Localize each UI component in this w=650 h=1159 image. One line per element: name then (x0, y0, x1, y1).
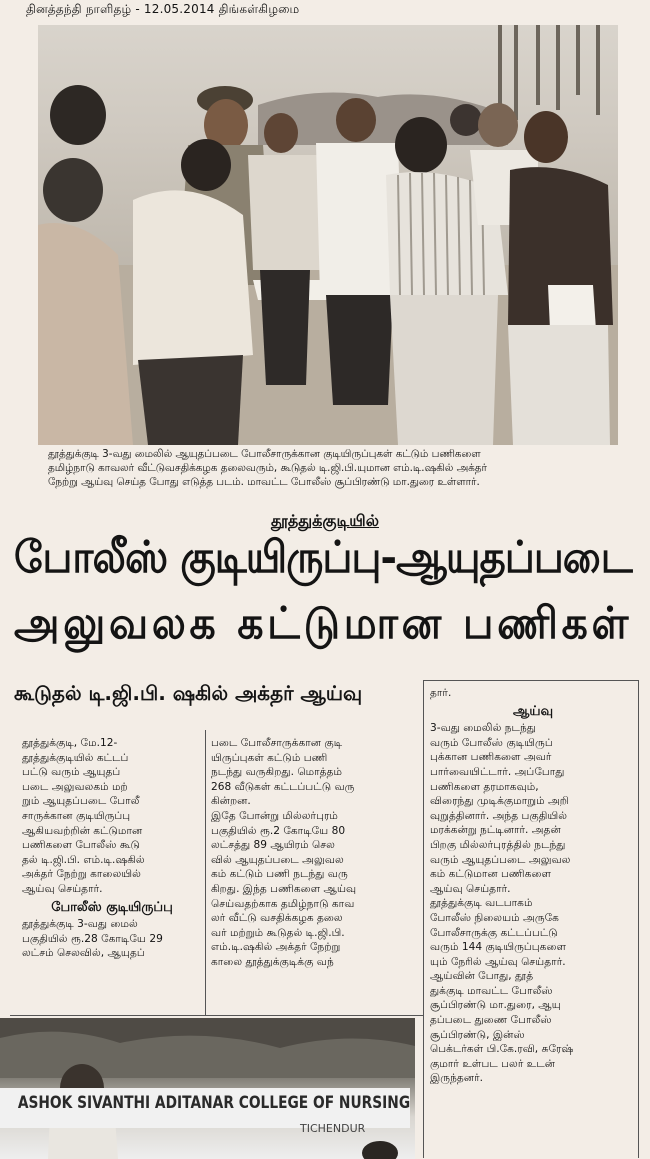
text-line: பெக்டர்கள் பி.கே.ரவி, சுரேஷ் (430, 1043, 574, 1056)
text-line: லட்சத்து 89 ஆயிரம் செல (211, 839, 335, 852)
text-line: போலீஸ் நிலையம் அருகே (430, 911, 559, 924)
text-line: யும் நேரில் ஆய்வு செய்தார். (430, 955, 566, 968)
text-line: வுறுத்தினார். அந்த பகுதியில் (430, 809, 568, 822)
text-line: நடந்து வருகிறது. மொத்தம் (211, 766, 342, 779)
bottom-photo (0, 1018, 415, 1159)
text-line: கின்றன. (211, 795, 251, 808)
text-line: படை அலுவலகம் மற் (22, 780, 128, 793)
text-line: பணிகளை போலீஸ் கூடு (22, 839, 140, 852)
section-bottom-rule (10, 1015, 423, 1016)
text-line: 268 வீடுகள் கட்டப்பட்டு வரு (211, 780, 355, 793)
text-line: பார்வையிட்டார். அப்போது (430, 765, 565, 778)
text-line: யிருப்புகள் கட்டும் பணி (211, 751, 328, 764)
article-column-1 (22, 736, 202, 961)
text-line: கிறது. இந்த பணிகளை ஆய்வு (211, 882, 357, 895)
text-line: புக்கான பணிகளை அவர் (430, 751, 552, 764)
text-line: மரக்கன்று நட்டினார். அதன் (430, 824, 561, 837)
text-line: இருந்தனர். (430, 1072, 483, 1085)
text-line: பகுதியில் ரூ.28 கோடியே 29 (22, 932, 163, 945)
college-banner: ASHOK SIVANTHI ADITANAR COLLEGE OF NURSING (0, 1088, 410, 1128)
headline-line-1: போலீஸ் குடியிருப்பு-ஆயுதப்படை (14, 532, 632, 583)
text-line: தூத்துக்குடி, மே.12- (22, 737, 118, 749)
caption-line: தமிழ்நாடு காவலர் வீட்டுவசதிக்கழக தலைவரும், கூடுதல் டி.ஜி.பி.யுமான எம்.டி.ஷகில் அக்தர் (48, 462, 487, 474)
caption-line: தூத்துக்குடி 3-வது மைலில் ஆயுதப்படை போலீசாருக்கான குடியிருப்புகள் கட்டும் பணிகளை (48, 448, 481, 460)
subheadline: கூடுதல் டி.ஜி.பி. ஷகில் அக்தர் ஆய்வு (14, 681, 363, 705)
text-line: வில் ஆயுதப்படை அலுவல (211, 853, 344, 866)
text-line: சூப்பிரண்டு, இன்ஸ் (430, 1028, 525, 1041)
text-line: ஆகியவற்றின் கட்டுமான (22, 824, 143, 837)
text-line: தப்படை துணை போலீஸ் (430, 1014, 552, 1027)
text-line: ஆய்வு செய்தார். (22, 882, 103, 895)
text-line: தல் டி.ஜி.பி. எம்.டி.ஷகில் (22, 853, 145, 866)
text-line: படை போலீசாருக்கான குடி (211, 737, 343, 749)
column-divider (205, 730, 206, 1015)
text-line: வரும் ஆயுதப்படை அலுவல (430, 853, 571, 866)
photo-caption (48, 447, 618, 489)
banner-subtext: TICHENDUR (300, 1122, 366, 1135)
text-line: 3-வது மைலில் நடந்து (430, 722, 536, 735)
inspection-photo-illustration (38, 25, 618, 445)
text-line: பகுதியில் ரூ.2 கோடியே 80 (211, 824, 346, 837)
text-line: வரும் 144 குடியிருப்புகளை (430, 941, 567, 954)
text-line: கம் கட்டுமான பணிகளை (430, 868, 552, 881)
text-line: வர் மற்றும் கூடுதல் டி.ஜி.பி. (211, 926, 345, 939)
text-line: லட்சம் செலவில், ஆயுதப் (22, 947, 145, 960)
headline-line-2: அலுவலக கட்டுமான பணிகள் (14, 598, 633, 649)
caption-line: நேற்று ஆய்வு செய்த போது எடுத்த படம். மாவட்ட போலீஸ் சூப்பிரண்டு மா.துரை உள்ளார். (48, 476, 480, 488)
text-line: றும் ஆயுதப்படை போலீ (22, 795, 140, 808)
inspection-photo (38, 25, 618, 445)
section-heading: போலீஸ் குடியிருப்பு (51, 899, 173, 915)
text-line: ஆய்வு செய்தார். (430, 882, 511, 895)
text-line: துக்குடி மாவட்ட போலீஸ் (430, 984, 553, 997)
text-line: கம் கட்டும் பணி நடந்து வரு (211, 868, 348, 881)
text-line: லர் வீட்டு வசதிக்கழக தலை (211, 912, 343, 925)
text-line: சாருக்கான குடியிருப்பு (22, 809, 131, 822)
text-line: பிறகு மில்லர்புரத்தில் நடந்து (430, 838, 566, 851)
text-line: காலை தூத்துக்குடிக்கு வந் (211, 955, 334, 968)
article-column-2 (211, 736, 416, 970)
text-line: போலீசாருக்கு கட்டப்பட்டு (430, 926, 558, 939)
section-heading: ஆய்வு (512, 703, 554, 719)
article-column-3 (430, 686, 636, 1086)
text-line: பணிகளை தரமாகவும், (430, 780, 539, 793)
box-right-rule (638, 680, 639, 1158)
text-line: எம்.டி.ஷகில் அக்தர் நேற்று (211, 941, 341, 954)
newspaper-masthead: தினத்தந்தி நாளிதழ் - 12.05.2014 திங்கள்கிழமை (26, 2, 300, 16)
text-line: விரைந்து முடிக்குமாறும் அறி (430, 795, 569, 808)
text-line: பட்டு வரும் ஆயுதப் (22, 766, 121, 779)
text-line: குமார் உள்பட பலர் உடன் (430, 1057, 556, 1070)
text-line: செய்வதற்காக தமிழ்நாடு காவ (211, 897, 355, 910)
text-line: ஆய்வின் போது, தூத் (430, 970, 534, 983)
column-divider (423, 680, 424, 1158)
text-line: வரும் போலீஸ் குடியிருப் (430, 736, 553, 749)
text-line: தூத்துக்குடி 3-வது மைல் (22, 918, 138, 931)
box-top-rule (423, 680, 638, 681)
text-line: இதே போன்று மில்லர்புரம் (211, 809, 338, 822)
text-line: சூப்பிரண்டு மா.துரை, ஆயு (430, 999, 561, 1012)
text-line: தூத்துக்குடி வடபாகம் (430, 897, 533, 910)
article-kicker: தூத்துக்குடியில் (271, 511, 379, 530)
text-line: தார். (430, 687, 452, 699)
text-line: அக்தர் நேற்று காலையில் (22, 868, 141, 881)
text-line: தூத்துக்குடியில் கட்டப் (22, 751, 129, 764)
